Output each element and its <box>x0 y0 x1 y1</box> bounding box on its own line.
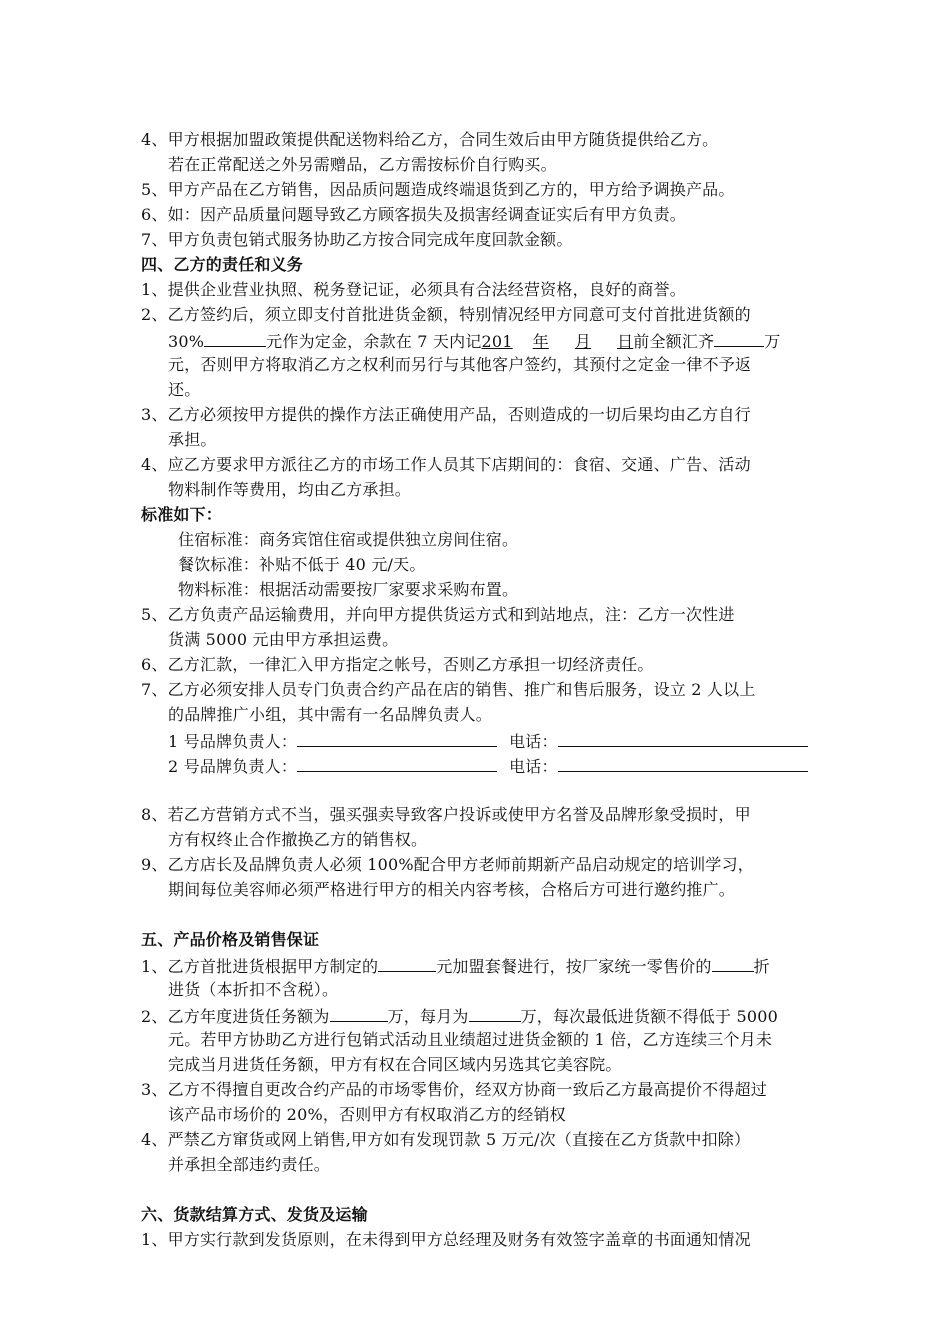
clause-b7-cont: 的品牌推广小组，其中需有一名品牌负责人。 <box>168 705 493 724</box>
clause-c4-cont: 并承担全部违约责任。 <box>168 1155 331 1174</box>
clause-b9: 9、乙方店长及品牌负责人必须 100%配合甲方老师前期新产品启动规定的培训学习， <box>141 855 755 874</box>
brand-name-blank <box>297 755 497 772</box>
standard-materials: 物料标准：根据活动需要按厂家要求采购布置。 <box>178 580 519 599</box>
clause-c3: 3、乙方不得擅自更改合约产品的市场零售价，经双方协商一致后乙方最高提价不得超过 <box>141 1080 767 1099</box>
deposit-date: 201 年 月 日 <box>481 332 634 351</box>
standard-lodging: 住宿标准：商务宾馆住宿或提供独立房间住宿。 <box>178 530 519 549</box>
discount-blank <box>712 955 754 972</box>
clause-b6: 6、乙方汇款，一律汇入甲方指定之帐号，否则乙方承担一切经济责任。 <box>141 655 654 674</box>
deposit-total-blank <box>714 330 764 347</box>
brand-contact-label: 2 号品牌负责人： <box>168 757 298 776</box>
monthly-target-blank <box>469 1005 521 1022</box>
clause-c3-cont: 该产品市场价的 20%，否则甲方有权取消乙方的经销权 <box>168 1105 566 1124</box>
clause-a7: 7、甲方负责包销式服务协助乙方按合同完成年度回款金额。 <box>141 230 573 249</box>
clause-b4: 4、应乙方要求甲方派往乙方的市场工作人员其下店期间的：食宿、交通、广告、活动 <box>141 455 751 474</box>
clause-c2: 2、乙方年度进货任务额为 万，每月为 万，每次最低进货额不得低于 5000 <box>141 1007 779 1026</box>
clause-b9-cont: 期间每位美容师必须严格进行甲方的相关内容考核，合格后方可进行邀约推广。 <box>168 880 736 899</box>
brand-contact-label: 1 号品牌负责人： <box>168 732 298 751</box>
clause-c2-cont: 元。若甲方协助乙方进行包销式活动且业绩超过进货金额的 1 倍，乙方连续三个月未 <box>168 1030 773 1049</box>
deposit-text: 元作为定金，余款在 7 天内记 <box>266 332 482 351</box>
clause-b2: 2、乙方签约后，须立即支付首批进货金额，特别情况经甲方同意可支付首批进货额的 <box>141 305 751 324</box>
clause-b2-end: 还。 <box>168 380 201 399</box>
clause-c2-end: 完成当月进货任务额，甲方有权在合同区域内另选其它美容院。 <box>168 1055 622 1074</box>
clause-b4-cont: 物料制作等费用，均由乙方承担。 <box>168 480 412 499</box>
deposit-text-2: 前全额汇齐 <box>633 332 715 351</box>
brand-name-blank <box>297 730 497 747</box>
clause-c1-cont: 进货（本折扣不含税）。 <box>168 980 339 999</box>
section-heading-6: 六、货款结算方式、发货及运输 <box>141 1205 368 1224</box>
brand-contact-1 <box>168 730 808 752</box>
clause-b7: 7、乙方必须安排人员专门负责合约产品在店的销售、推广和售后服务，设立 2 人以上 <box>141 680 756 699</box>
clause-b8: 8、若乙方营销方式不当，强买强卖导致客户投诉或使甲方名誉及品牌形象受损时，甲 <box>141 805 751 824</box>
section-heading-5: 五、产品价格及销售保证 <box>141 930 320 949</box>
clause-a5: 5、甲方产品在乙方销售，因品质问题造成终端退货到乙方的，甲方给予调换产品。 <box>141 180 735 199</box>
phone-label: 电话： <box>509 732 558 751</box>
clause-b5-cont: 货满 5000 元由甲方承担运费。 <box>168 630 399 649</box>
deposit-line: 30% 元作为定金，余款在 7 天内记201 年 月 日前全额汇齐 万 <box>168 332 781 351</box>
package-amount-blank <box>378 955 436 972</box>
clause-b2-cont: 元，否则甲方将取消乙方之权利而另行与其他客户签约，其预付之定金一律不予返 <box>168 355 752 374</box>
clause-c4: 4、严禁乙方窜货或网上销售,甲方如有发现罚款 5 万元/次（直接在乙方货款中扣除） <box>141 1130 751 1149</box>
phone-blank <box>558 755 808 772</box>
clause-a6: 6、如：因产品质量问题导致乙方顾客损失及损害经调查证实后有甲方负责。 <box>141 205 686 224</box>
clause-d1: 1、甲方实行款到发货原则，在未得到甲方总经理及财务有效签字盖章的书面通知情况 <box>141 1230 751 1249</box>
section-heading-4: 四、乙方的责任和义务 <box>141 255 304 274</box>
clause-a4-cont: 若在正常配送之外另需赠品，乙方需按标价自行购买。 <box>168 155 557 174</box>
phone-blank <box>558 730 808 747</box>
clause-b5: 5、乙方负责产品运输费用，并向甲方提供货运方式和到站地点，注：乙方一次性进 <box>141 605 735 624</box>
clause-b3: 3、乙方必须按甲方提供的操作方法正确使用产品，否则造成的一切后果均由乙方自行 <box>141 405 751 424</box>
annual-target-blank <box>330 1005 388 1022</box>
deposit-percent: 30% <box>168 332 205 351</box>
clause-b8-cont: 方有权终止合作撤换乙方的销售权。 <box>168 830 428 849</box>
standards-heading: 标准如下： <box>141 505 223 524</box>
phone-label: 电话： <box>509 757 558 776</box>
brand-contact-2 <box>168 755 808 777</box>
clause-b1: 1、提供企业营业执照、税务登记证，必须具有合法经营资格，良好的商誉。 <box>141 280 686 299</box>
deposit-amount-blank <box>204 330 266 347</box>
clause-c1: 1、乙方首批进货根据甲方制定的 元加盟套餐进行，按厂家统一零售价的 折 <box>141 957 770 976</box>
clause-b3-cont: 承担。 <box>168 430 217 449</box>
clause-a4: 4、甲方根据加盟政策提供配送物料给乙方，合同生效后由甲方随货提供给乙方。 <box>141 130 719 149</box>
standard-meals: 餐饮标准：补贴不低于 40 元/天。 <box>178 555 426 574</box>
